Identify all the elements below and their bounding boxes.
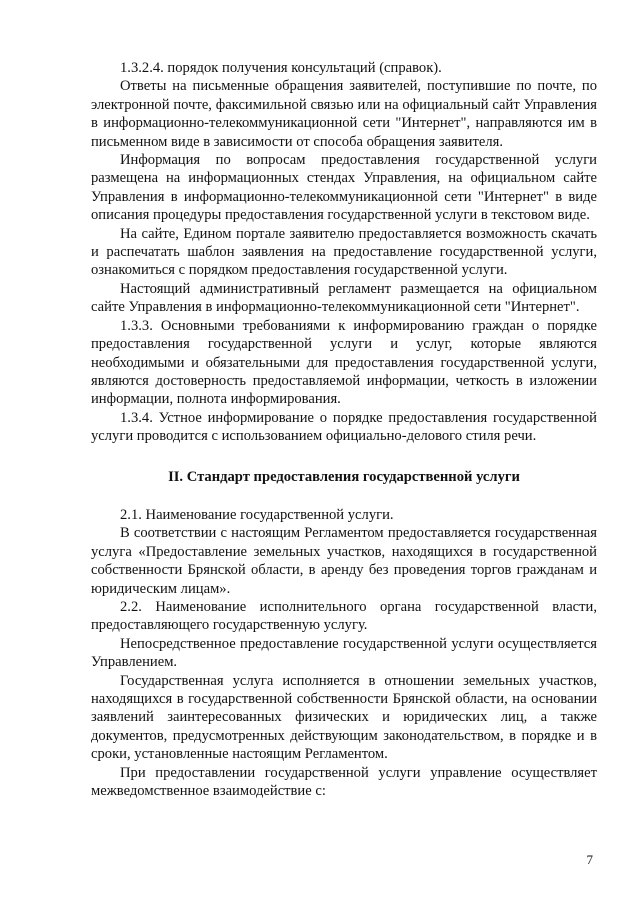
page-content xyxy=(91,59,597,800)
paragraph-2-2: 2.2. Наименование исполнительного органа государственной власти, предоставляющего государственную услугу. xyxy=(91,598,597,634)
paragraph-provided-by: Непосредственное предоставление государственной услуги осуществляется Управлением. xyxy=(91,635,597,671)
page-number: 7 xyxy=(586,852,593,867)
paragraph-1-3-2-4: 1.3.2.4. порядок получения консультаций (справок). xyxy=(120,60,442,76)
paragraph-regulation-published: Настоящий административный регламент размещается на официальном сайте Управления в информационно-телекоммуникационной сети "Интернет". xyxy=(91,280,597,316)
paragraph-portal-template: На сайте, Едином портале заявителю предоставляется возможность скачать и распечатать шаблон заявления на предоставление государственной услуги, ознакомиться с порядком предоставления государственной услуги. xyxy=(91,225,597,279)
paragraph-written-replies: Ответы на письменные обращения заявителей, поступившие по почте, по электронной почте, факсимильной связью или на официальный сайт Управления в информационно-телекоммуникационной сети "Интернет", направляются им в письменном виде в зависимости от способа обращения заявителя. xyxy=(91,78,597,150)
paragraph-service-name: В соответствии с настоящим Регламентом предоставляется государственная услуга «Предоставление земельных участков, находящихся в государственной собственности Брянской области, в аренду без проведения торгов гражданам и юридическим лицам». xyxy=(91,525,597,597)
paragraph-1-3-4: 1.3.4. Устное информирование о порядке предоставления государственной услуги проводится с использованием официально-делового стиля речи. xyxy=(91,409,597,445)
paragraph-service-scope: Государственная услуга исполняется в отношении земельных участков, находящихся в государственной собственности Брянской области, на основании заявлений заинтересованных физических и юридических лиц, а также документов, предусмотренных действующим законодательством, в порядке и в сроки, установленные настоящим Регламентом. xyxy=(91,672,597,763)
paragraph-1-3-3: 1.3.3. Основными требованиями к информированию граждан о порядке предоставления государственной услуги и услуг, которые являются необходимыми и обязательными для предоставления государственной услуги, являются достоверность предоставляемой информации, четкость в изложении информации, полнота информирования. xyxy=(91,317,597,408)
section-heading: II. Стандарт предоставления государственной услуги xyxy=(168,468,520,485)
paragraph-info-stands: Информация по вопросам предоставления государственной услуги размещена на информационных стендах Управления, на официальном сайте Управления в информационно-телекоммуникационной сети "Интернет" в виде описания процедуры предоставления государственной услуги в текстовом виде. xyxy=(91,152,597,224)
paragraph-interagency: При предоставлении государственной услуги управление осуществляет межведомственное взаимодействие с: xyxy=(91,764,597,800)
paragraph-2-1: 2.1. Наименование государственной услуги. xyxy=(120,506,394,523)
